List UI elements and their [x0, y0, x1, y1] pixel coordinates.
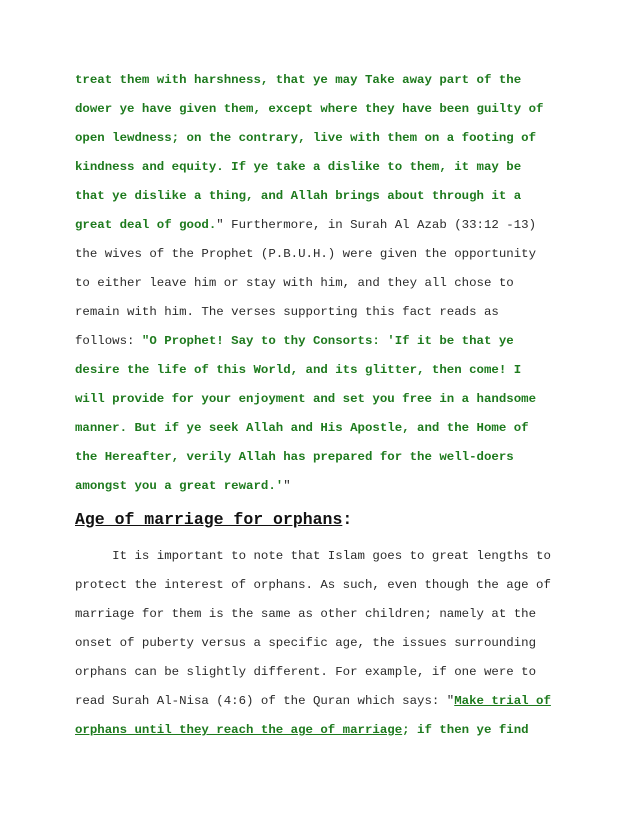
body-text: remain with him. The verses supporting this fact reads as: [75, 305, 499, 319]
body-text: follows:: [75, 334, 142, 348]
body-text: to either leave him or stay with him, and they all chose to: [75, 276, 514, 290]
section-heading-colon: :: [342, 510, 353, 529]
body-text: read Surah Al-Nisa (4:6) of the Quran which says: ": [75, 694, 455, 708]
text-line: [75, 635, 536, 651]
text-line: [75, 478, 291, 494]
quote-text: will provide for your enjoyment and set you free in a handsome: [75, 392, 537, 406]
text-line: [75, 130, 536, 146]
text-line: [75, 362, 521, 378]
quote-text: desire the life of this World, and its glitter, then come! I: [75, 363, 522, 377]
body-text: onset of puberty versus a specific age, the issues surrounding: [75, 636, 537, 650]
quote-text-underlined: orphans until they reach the age of marriage: [75, 723, 403, 737]
body-text: ": [283, 479, 291, 493]
quote-text: manner. But if ye seek Allah and His Apostle, and the Home of: [75, 421, 529, 435]
text-line: [75, 72, 521, 88]
text-line: [75, 548, 551, 564]
quote-text: that ye dislike a thing, and Allah brings about through it a: [75, 189, 522, 203]
text-line: [75, 693, 551, 709]
text-line: [75, 664, 536, 680]
section-heading-title: Age of marriage for orphans: [75, 510, 343, 529]
quote-text: "O Prophet! Say to thy Consorts: 'If it be that ye: [141, 334, 514, 348]
quote-text: dower ye have given them, except where they have been guilty of: [75, 102, 544, 116]
text-line: [75, 333, 514, 349]
text-line: [75, 246, 536, 262]
text-line: [75, 188, 521, 204]
text-line: [75, 101, 543, 117]
text-line: [75, 391, 536, 407]
text-line: [75, 275, 514, 291]
text-line: [75, 159, 521, 175]
body-text: It is important to note that Islam goes to great lengths to: [75, 549, 551, 563]
text-line: [75, 606, 536, 622]
section-heading: [75, 509, 352, 531]
text-line: [75, 217, 536, 233]
quote-text: treat them with harshness, that ye may Take away part of the: [75, 73, 522, 87]
body-text: marriage for them is the same as other children; namely at the: [75, 607, 537, 621]
body-text: " Furthermore, in Surah Al Azab (33:12 -13): [216, 218, 537, 232]
body-text: the wives of the Prophet (P.B.U.H.) were given the opportunity: [75, 247, 537, 261]
text-line: [75, 577, 551, 593]
quote-text: great deal of good.: [75, 218, 217, 232]
body-text: orphans can be slightly different. For example, if one were to: [75, 665, 537, 679]
text-line: [75, 420, 529, 436]
quote-text: amongst you a great reward.': [75, 479, 284, 493]
quote-text-underlined: Make trial of: [454, 694, 551, 708]
text-line: [75, 304, 499, 320]
text-line: [75, 722, 529, 738]
quote-text: open lewdness; on the contrary, live with them on a footing of: [75, 131, 537, 145]
text-line: [75, 449, 514, 465]
quote-text: ; if then ye find: [402, 723, 529, 737]
body-text: protect the interest of orphans. As such, even though the age of: [75, 578, 551, 592]
quote-text: the Hereafter, verily Allah has prepared for the well-doers: [75, 450, 514, 464]
quote-text: kindness and equity. If ye take a dislike to them, it may be: [75, 160, 522, 174]
